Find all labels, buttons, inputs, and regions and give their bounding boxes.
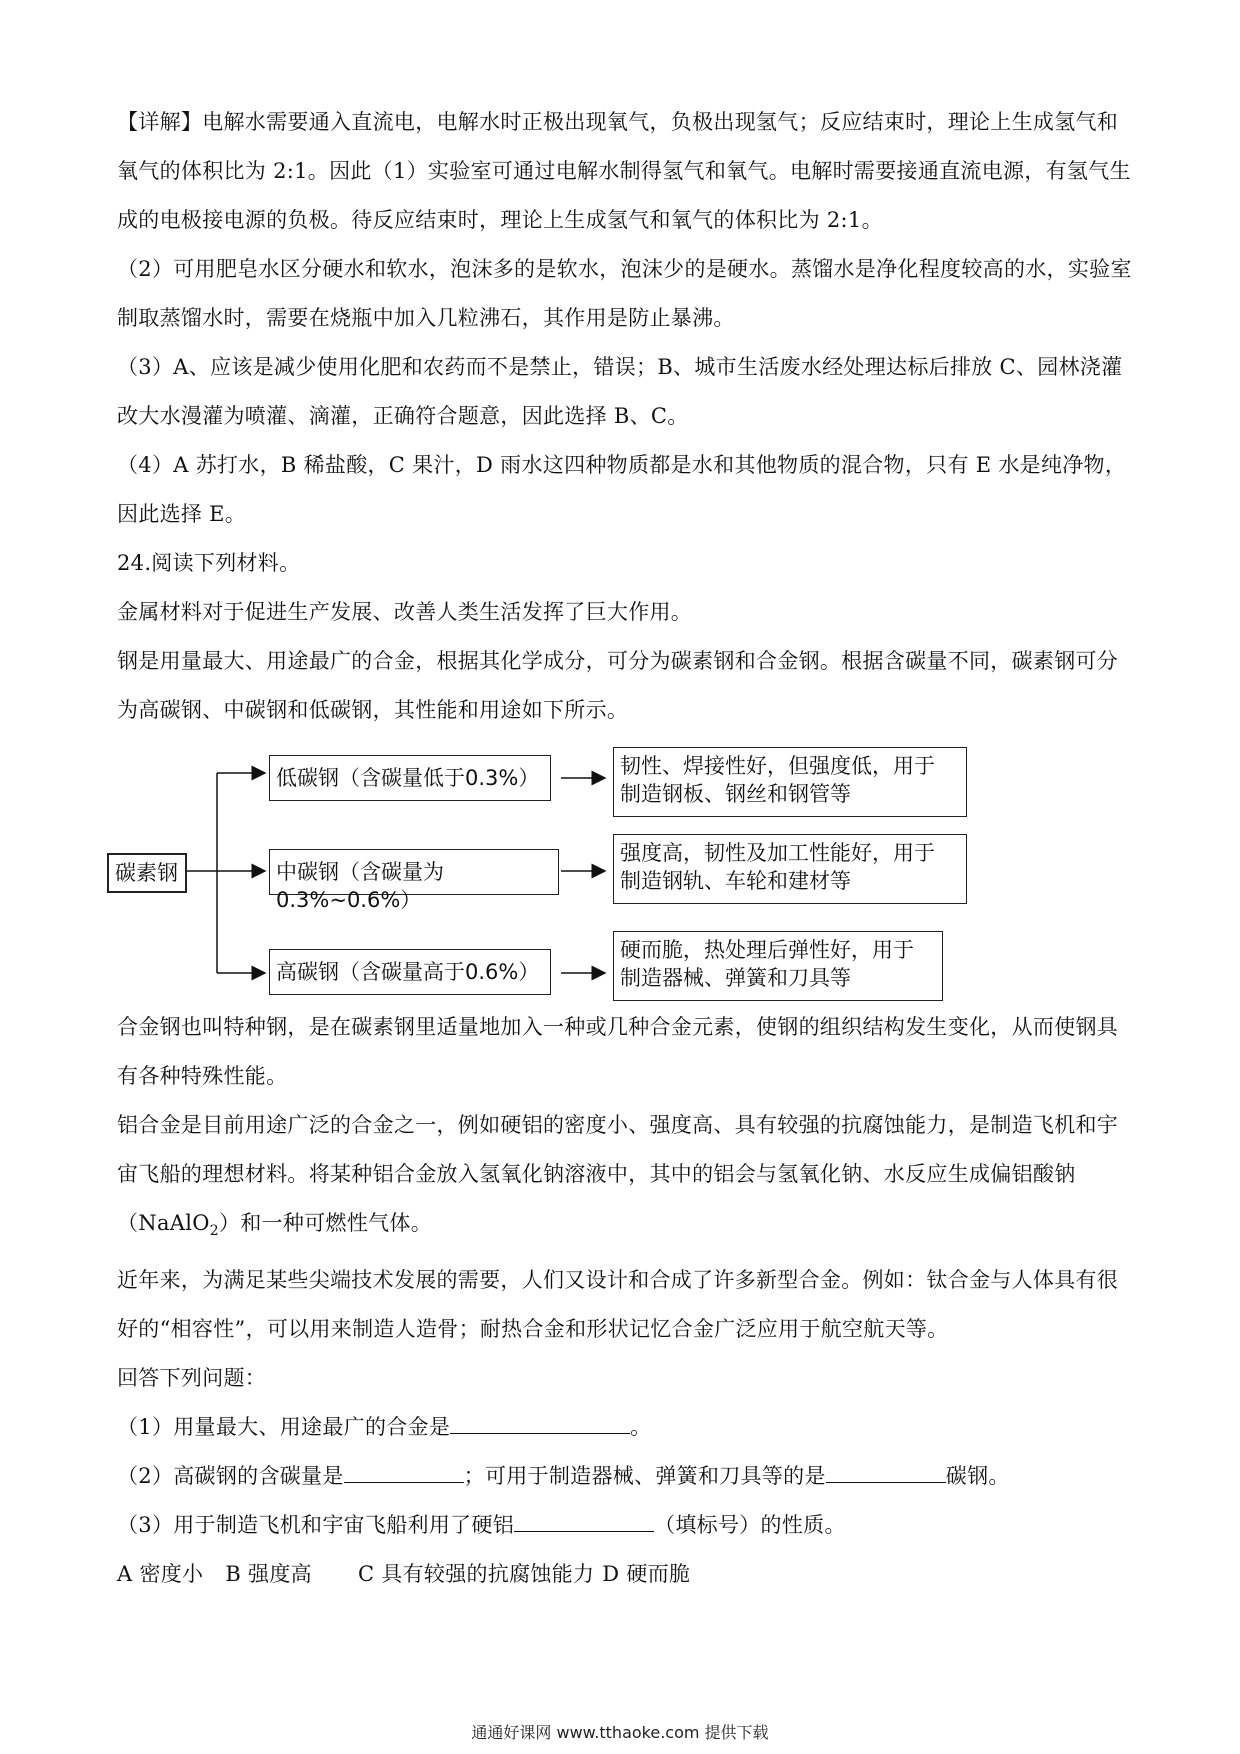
low-carbon-box: 低碳钢（含碳量低于0.3%） bbox=[269, 755, 551, 801]
low-use-box bbox=[613, 747, 967, 817]
question-1: （1）用量最大、用途最广的合金是 。 bbox=[117, 1403, 1133, 1452]
question-3: （3）用于制造飞机和宇宙飞船利用了硬铝 （填标号）的性质。 bbox=[117, 1501, 1133, 1550]
answer-blank-2a[interactable] bbox=[344, 1460, 464, 1483]
material-paragraph-2: 钢是用量最大、用途最广的合金，根据其化学成分，可分为碳素钢和合金钢。根据含碳量不同，碳素钢可分为高碳钢、中碳钢和低碳钢，其性能和用途如下所示。 bbox=[117, 649, 1119, 722]
question-3-options bbox=[117, 1550, 1133, 1599]
question-title: 24.阅读下列材料。 bbox=[117, 551, 301, 575]
mid-use-line-2: 制造钢轨、车轮和建材等 bbox=[620, 869, 851, 893]
option-a: A 密度小 bbox=[117, 1562, 204, 1587]
high-use-box bbox=[613, 931, 943, 1001]
mid-use-box bbox=[613, 834, 967, 904]
material-paragraph-5: 近年来，为满足某些尖端技术发展的需要，人们又设计和合成了许多新型合金。例如：钛合金与人体具有很好的“相容性”，可以用来制造人造骨；耐热合金和形状记忆合金广泛应用于航空航天等。 bbox=[117, 1268, 1119, 1342]
answer-blank-2b[interactable] bbox=[826, 1460, 946, 1483]
mid-carbon-box: 中碳钢（含碳量为0.3%~0.6%） bbox=[269, 849, 559, 895]
page-footer: 通通好课网 www.tthaoke.com 提供下载 bbox=[471, 1723, 769, 1742]
option-b: B 强度高 bbox=[225, 1562, 312, 1587]
question-2: （2）高碳钢的含碳量是 ；可用于制造器械、弹簧和刀具等的是 碳钢。 bbox=[117, 1452, 1133, 1501]
option-d: D 硬而脆 bbox=[602, 1562, 691, 1587]
root-box: 碳素钢 bbox=[107, 853, 187, 893]
explanation-paragraph-1: 【详解】电解水需要通入直流电，电解水时正极出现氧气，负极出现氢气；反应结束时，理论上生成氢气和氧气的体积比为 2:1。因此（1）实验室可通过电解水制得氢气和氧气。电解时需要接通直流电源，有氢气生成的电极接电源的负极。待反应结束时，理论上生成氢气和氧气的体积比为 2:1。 bbox=[117, 110, 1131, 232]
material-paragraph-3: 合金钢也叫特种钢，是在碳素钢里适量地加入一种或几种合金元素，使钢的组织结构发生变化，从而使钢具有各种特殊性能。 bbox=[117, 1015, 1119, 1088]
material-paragraph-4: 铝合金是目前用途广泛的合金之一，例如硬铝的密度小、强度高、具有较强的抗腐蚀能力，是制造飞机和宇宙飞船的理想材料。将某种铝合金放入氢氧化钠溶液中，其中的铝会与氢氧化钠、水反应生成偏铝酸钠 （NaAlO$_2$）和一种可燃性气体。 bbox=[117, 1113, 1119, 1240]
low-use-line-1: 韧性、焊接性好，但强度低，用于 bbox=[620, 754, 935, 778]
high-use-line-1: 硬而脆，热处理后弹性好，用于 bbox=[620, 938, 914, 962]
option-c: C 具有较强的抗腐蚀能力 bbox=[357, 1562, 595, 1587]
material-paragraph-1: 金属材料对于促进生产发展、改善人类生活发挥了巨大作用。 bbox=[117, 600, 693, 624]
answer-prompt: 回答下列问题： bbox=[117, 1366, 267, 1391]
carbon-steel-diagram bbox=[117, 741, 1133, 1001]
high-use-line-2: 制造器械、弹簧和刀具等 bbox=[620, 966, 851, 990]
high-carbon-box: 高碳钢（含碳量高于0.6%） bbox=[269, 949, 551, 995]
mid-use-line-1: 强度高，韧性及加工性能好，用于 bbox=[620, 841, 935, 865]
low-use-line-2: 制造钢板、钢丝和钢管等 bbox=[620, 782, 851, 806]
explanation-paragraph-4: （4）A 苏打水，B 稀盐酸，C 果汁，D 雨水这四种物质都是水和其他物质的混合物，只有 E 水是纯净物，因此选择 E。 bbox=[117, 453, 1127, 526]
explanation-paragraph-2: （2）可用肥皂水区分硬水和软水，泡沫多的是软水，泡沫少的是硬水。蒸馏水是净化程度较高的水，实验室制取蒸馏水时，需要在烧瓶中加入几粒沸石，其作用是防止暴沸。 bbox=[117, 257, 1132, 330]
explanation-paragraph-3: （3）A、应该是减少使用化肥和农药而不是禁止，错误；B、城市生活废水经处理达标后排放 C、园林浇灌改大水漫灌为喷灌、滴灌，正确符合题意，因此选择 B、C。 bbox=[117, 355, 1123, 428]
answer-blank-1[interactable] bbox=[450, 1411, 630, 1434]
answer-blank-3[interactable] bbox=[514, 1509, 654, 1532]
document-page bbox=[117, 98, 1133, 1599]
explanation-label: 【详解】 bbox=[117, 110, 203, 134]
